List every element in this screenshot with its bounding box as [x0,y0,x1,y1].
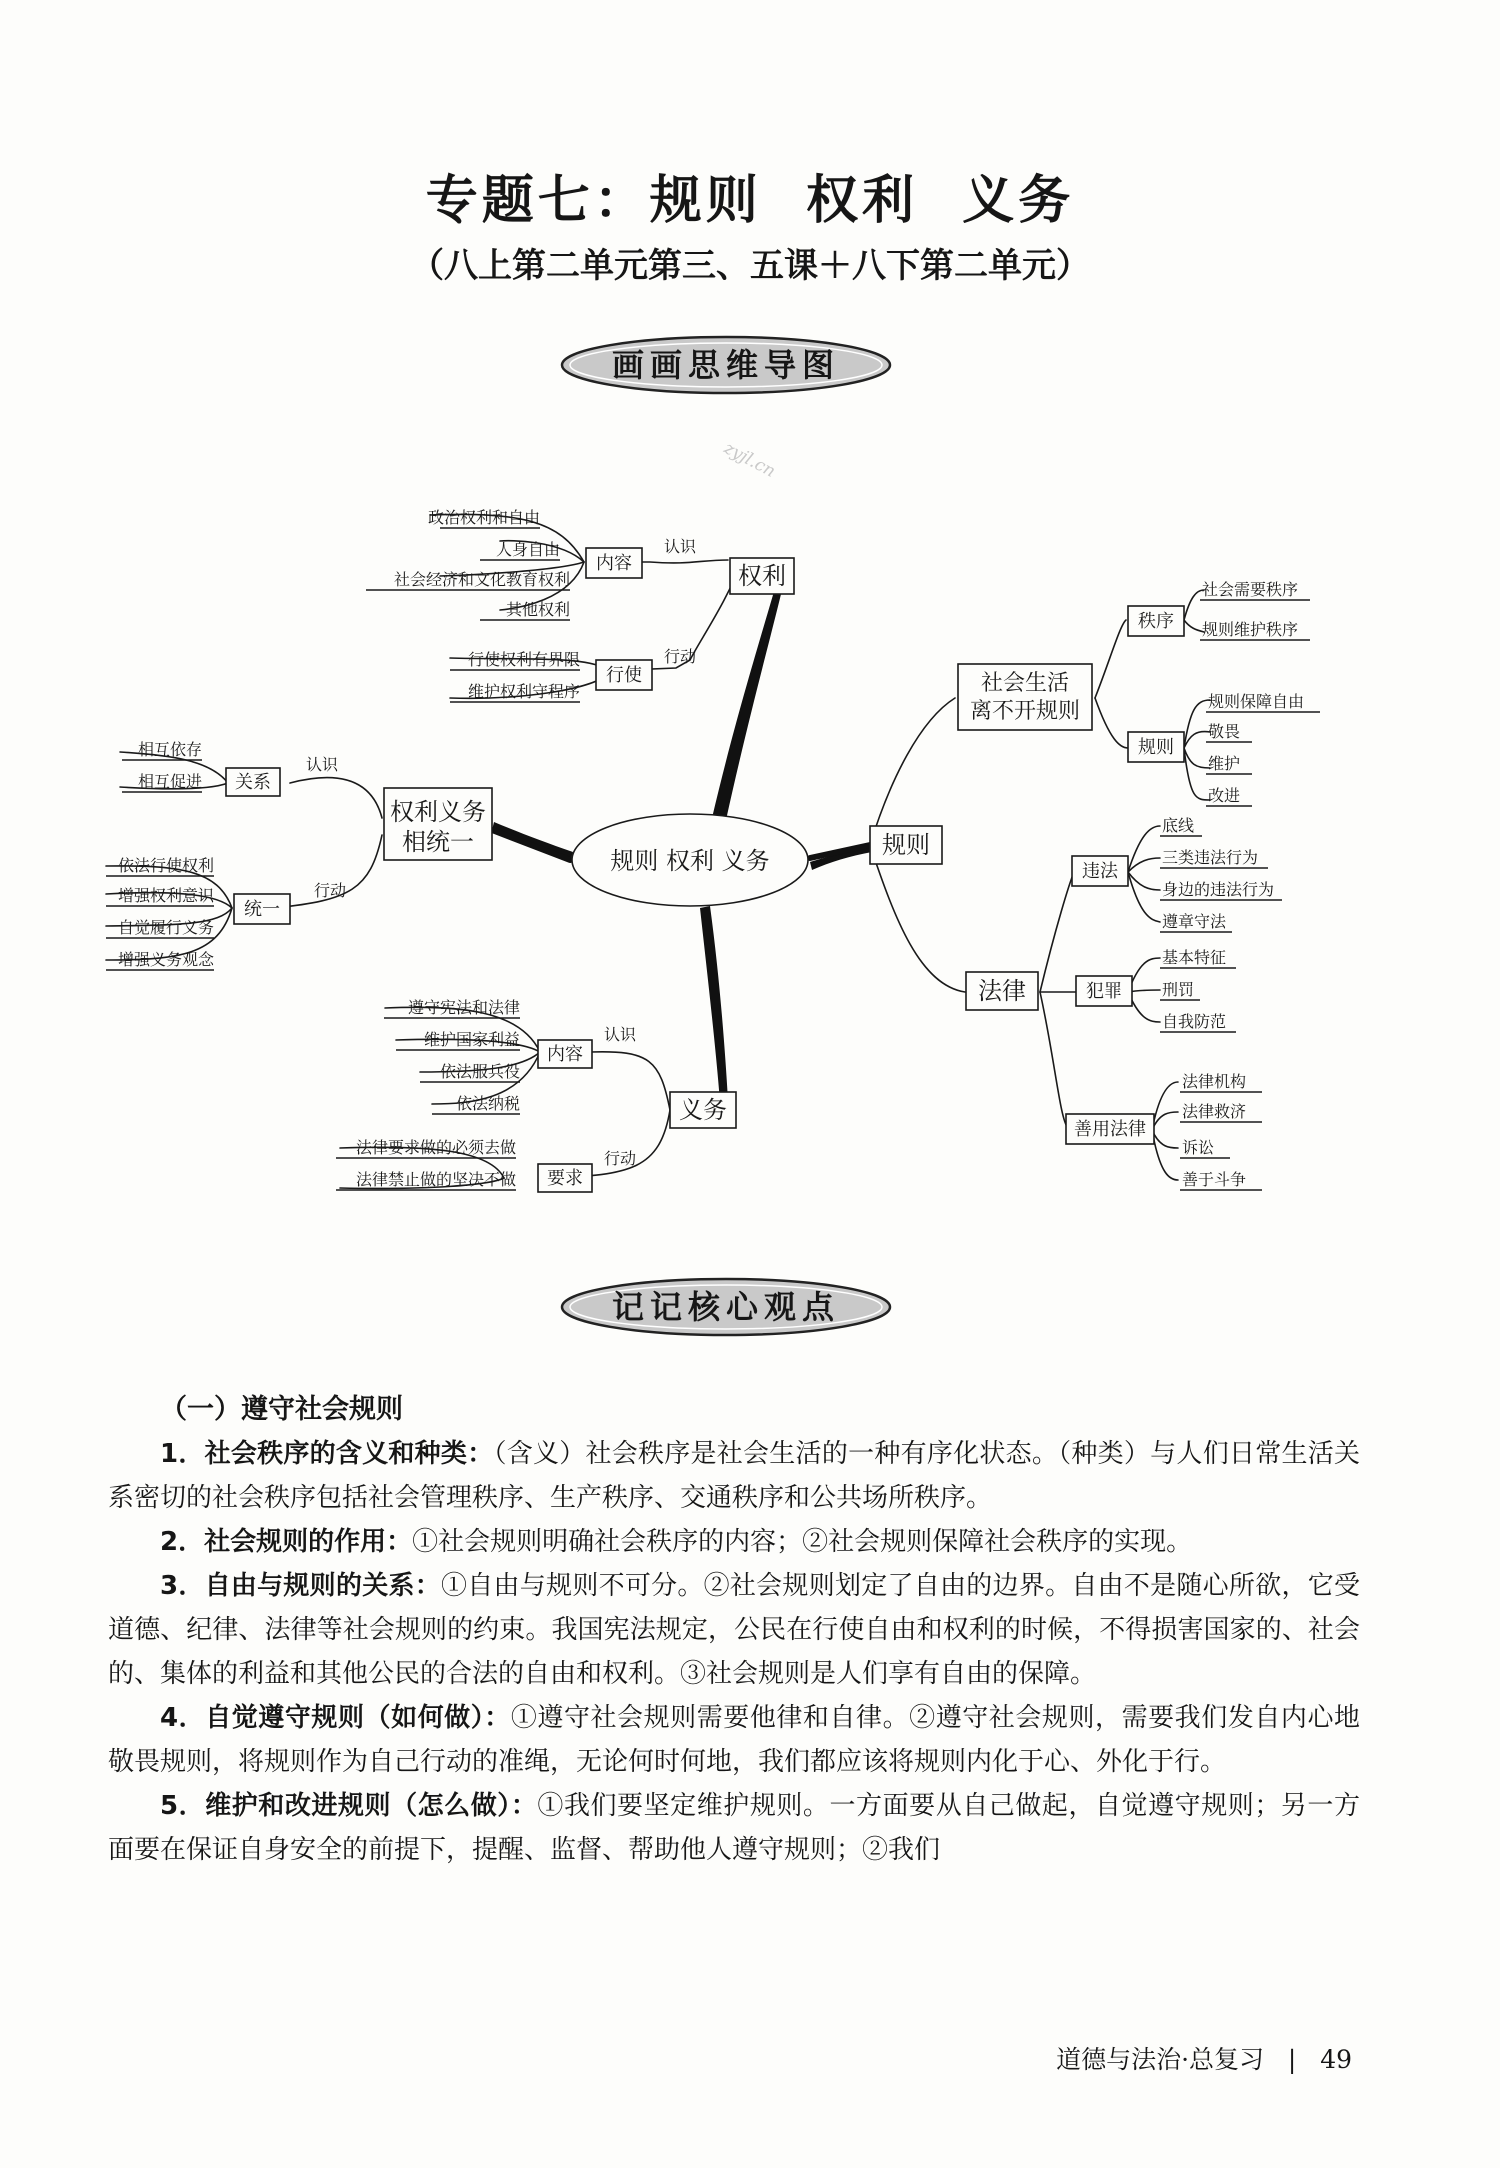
mindmap-banner-label: 画画思维导图 [611,346,840,384]
social-rules-label-1: 社会生活 [980,671,1070,696]
crime-box: 犯罪 [1086,981,1122,1002]
crime-item: 刑罚 [1162,980,1195,999]
core-points-body [108,1432,1360,1872]
social-rules-label-2: 离不开规则 [969,699,1081,724]
unity-label-2: 相统一 [402,828,474,856]
unity-unify-link: 行动 [313,881,347,900]
core-banner-label: 记记核心观点 [611,1288,840,1326]
core-point-text: ①自由与规则不可分。②社会规则划定了自由的边界。自由不是随心所欲，它受道德、纪律、法律等社会规则的约束。我国宪法规定，公民在行使自由和权利的时候，不得损害国家的、社会的、集体的利益和其他公民的合法的自由和权利。③社会规则是人们享有自由的保障。 [108,1571,1360,1689]
duties-item: 遵守宪法和法律 [407,998,520,1017]
rights-exercise-item: 维护权利守程序 [467,682,580,701]
relation-item: 相互促进 [137,772,202,791]
core-point [108,1520,1360,1564]
duties-content-box: 内容 [547,1044,583,1065]
rights-content-link: 认识 [663,537,697,556]
footer-separator: | [1287,2045,1297,2074]
use-law-item: 法律救济 [1182,1102,1247,1121]
branch-rights [712,588,782,820]
crime-item: 基本特征 [1162,948,1227,967]
unify-item: 增强义务观念 [117,950,214,969]
rights-item: 社会经济和文化教育权利 [393,570,570,589]
unify-item: 自觉履行义务 [117,918,214,937]
duties-require-link: 行动 [603,1149,637,1168]
require-item: 法律要求做的必须去做 [355,1138,516,1157]
crime-item: 自我防范 [1162,1012,1227,1031]
rule-item: 改进 [1208,786,1241,805]
unify-item: 依法行使权利 [117,856,214,875]
page-footer [1056,2040,1352,2076]
core-point-label: 5．维护和改进规则（怎么做）： [160,1791,538,1821]
core-point-text: ①我们要坚定维护规则。一方面要从自己做起，自觉遵守规则；另一方面要在保证自身安全的前提下，提醒、监督、帮助他人遵守规则；②我们 [108,1791,1360,1865]
core-point [108,1696,1360,1784]
rights-exercise-box: 行使 [606,665,642,686]
rights-item: 人身自由 [495,540,560,559]
core-point-label: 3．自由与规则的关系： [160,1571,441,1601]
rights-content-box: 内容 [596,553,632,574]
page-title: 专题七：规则 权利 义务 [425,170,1075,231]
duties-item: 依法服兵役 [439,1062,520,1081]
core-banner [558,1276,894,1338]
center-label: 规则 权利 义务 [610,847,770,875]
rights-exercise-item: 行使权利有界限 [467,650,580,669]
mind-map [0,430,1500,1230]
unity-relation-link: 认识 [305,755,339,774]
core-point-label: 2．社会规则的作用： [160,1527,413,1557]
law-label: 法律 [978,977,1026,1005]
order-box: 秩序 [1138,611,1174,632]
duties-require-box: 要求 [547,1168,583,1189]
use-law-box: 善用法律 [1074,1119,1146,1140]
violation-box: 违法 [1082,861,1118,882]
rule-item: 敬畏 [1208,722,1241,741]
section-heading: （一）遵守社会规则 [160,1394,403,1425]
rights-exercise-link: 行动 [663,647,697,666]
unity-unify-box: 统一 [244,899,280,920]
duties-item: 依法纳税 [455,1094,520,1113]
rights-item: 其他权利 [505,600,570,619]
violation-item: 身边的违法行为 [1162,880,1275,899]
core-point [108,1564,1360,1696]
duties-label: 义务 [679,1096,727,1124]
unity-relation-box: 关系 [235,772,271,793]
require-item: 法律禁止做的坚决不做 [355,1170,516,1189]
use-law-item: 善于斗争 [1182,1170,1247,1189]
use-law-item: 诉讼 [1182,1138,1215,1157]
core-point-label: 4．自觉遵守规则（如何做）： [160,1703,511,1733]
core-point [108,1432,1360,1520]
rule-item: 维护 [1208,754,1241,773]
page-subtitle: （八上第二单元第三、五课＋八下第二单元） [410,246,1090,286]
rights-item: 政治权利和自由 [427,508,540,527]
use-law-item: 法律机构 [1182,1072,1247,1091]
rights-label: 权利 [738,562,786,590]
rule-item: 规则保障自由 [1208,692,1305,711]
relation-item: 相互依存 [137,740,202,759]
unify-item: 增强权利意识 [117,886,214,905]
watermark: zyjl.cn [720,438,779,482]
order-item: 社会需要秩序 [1202,580,1299,599]
violation-item: 三类违法行为 [1162,848,1259,867]
violation-item: 遵章守法 [1162,912,1227,931]
order-item: 规则维护秩序 [1202,620,1299,639]
mindmap-banner [558,334,894,396]
duties-item: 维护国家利益 [423,1030,520,1049]
footer-book-title: 道德与法治·总复习 [1056,2045,1265,2074]
rule-box: 规则 [1138,737,1174,758]
core-point-text: （含义）社会秩序是社会生活的一种有序化状态。（种类）与人们日常生活关系密切的社会秩序包括社会管理秩序、生产秩序、交通秩序和公共场所秩序。 [108,1439,1360,1513]
branch-duties [700,906,728,1102]
core-point-text: ①遵守社会规则需要他律和自律。②遵守社会规则，需要我们发自内心地敬畏规则，将规则作为自己行动的准绳，无论何时何地，我们都应该将规则内化于心、外化于行。 [108,1703,1360,1777]
core-point-label: 1．社会秩序的含义和种类： [160,1439,494,1469]
unity-label-1: 权利义务 [390,798,486,826]
duties-content-link: 认识 [603,1025,637,1044]
core-point-text: ①社会规则明确社会秩序的内容；②社会规则保障社会秩序的实现。 [412,1527,1193,1557]
violation-item: 底线 [1162,816,1195,835]
page-number: 49 [1320,2045,1352,2074]
rules-label: 规则 [882,831,930,859]
core-point [108,1784,1360,1872]
